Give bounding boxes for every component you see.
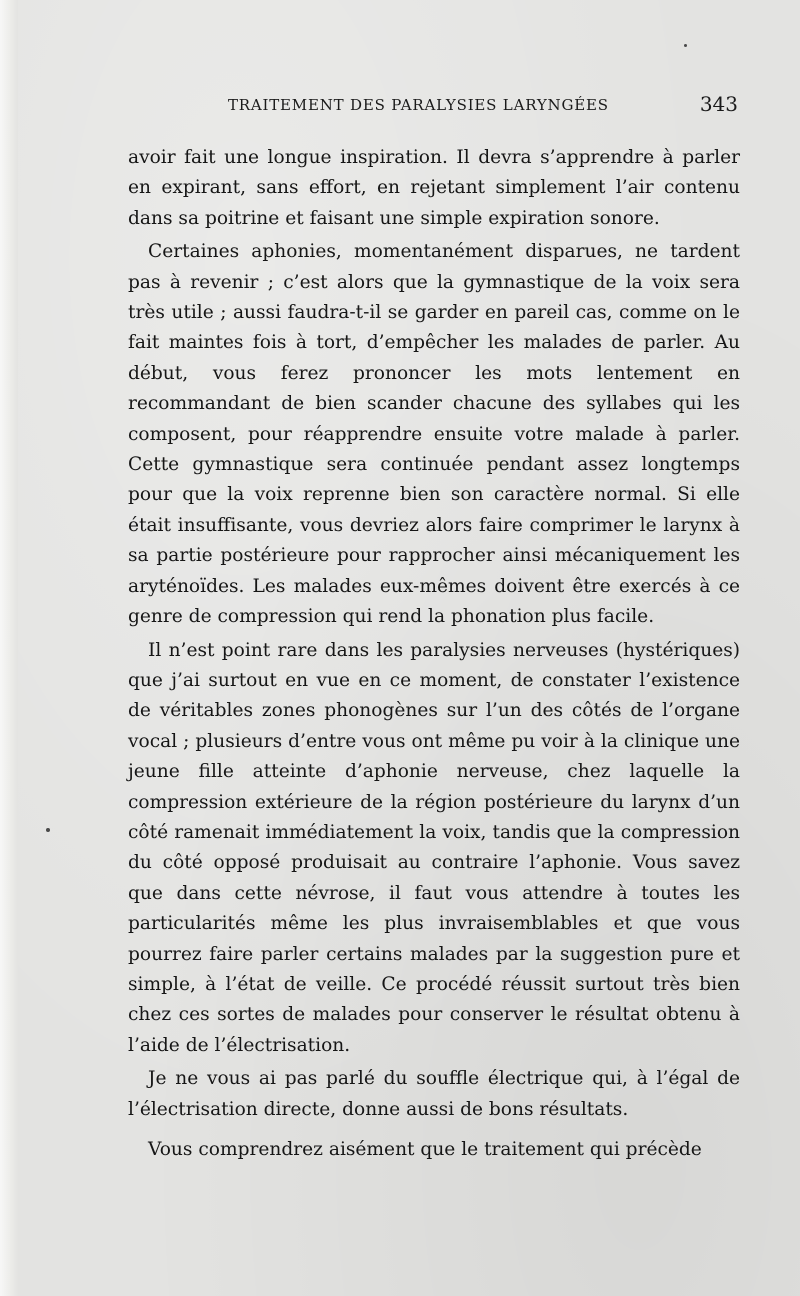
paragraph-3: Il n’est point rare dans les paralysies nerveuses (hystériques) que j’ai surtout en vue en ce moment, de constater l’existence de véritables zones phonogènes sur l’un des côtés de l’organe vocal ; plusieurs d’entre vous ont même pu voir à la clinique une jeune fille atteinte d’aphonie nerveuse, chez laquelle la compression extérieure de la région postérieure du larynx d’un côté ramenait immédiatement la voix, tandis que la compression du côté opposé produisait au contraire l’aphonie. Vous savez que dans cette névrose, il faut vous attendre à toutes les particularités même les plus invraisemblables et que vous pourrez faire parler certains malades par la suggestion pure et simple, à l’état de veille. Ce procédé réussit surtout très bien chez ces sortes de malades pour conserver le résultat obtenu à l’aide de l’électrisation. [128,639,740,1056]
body-text [128,143,740,1168]
page-edge [0,0,18,1296]
page-number: 343 [699,92,738,116]
page-header [128,92,740,120]
scan-speck [684,44,687,47]
paragraph-5: Vous comprendrez aisément que le traitement qui précède [148,1139,702,1160]
running-head: TRAITEMENT DES PARALYSIES LARYNGÉES [228,96,609,114]
paragraph-1: avoir fait une longue inspiration. Il devra s’apprendre à parler en expirant, sans effort, en rejetant simplement l’air contenu dans sa poitrine et faisant une simple expiration sonore. [128,147,740,229]
paragraph-4: Je ne vous ai pas parlé du souffle électrique qui, à l’égal de l’électrisation directe, donne aussi de bons résultats. [128,1068,740,1120]
paragraph-2: Certaines aphonies, momentanément disparues, ne tardent pas à revenir ; c’est alors que la gymnastique de la voix sera très utile ; aussi faudra-t-il se garder en pareil cas, comme on le fait maintes fois à tort, d’empêcher les malades de parler. Au début, vous ferez prononcer les mots lentement en recommandant de bien scander chacune des syllabes qui les composent, pour réapprendre ensuite votre malade à parler. Cette gymnastique sera continuée pendant assez longtemps pour que la voix reprenne bien son caractère normal. Si elle était insuffisante, vous devriez alors faire comprimer le larynx à sa partie postérieure pour rapprocher ainsi mécaniquement les aryténoïdes. Les malades eux-mêmes doivent être exercés à ce genre de compression qui rend la phonation plus facile. [128,241,740,628]
scan-speck [46,828,50,832]
